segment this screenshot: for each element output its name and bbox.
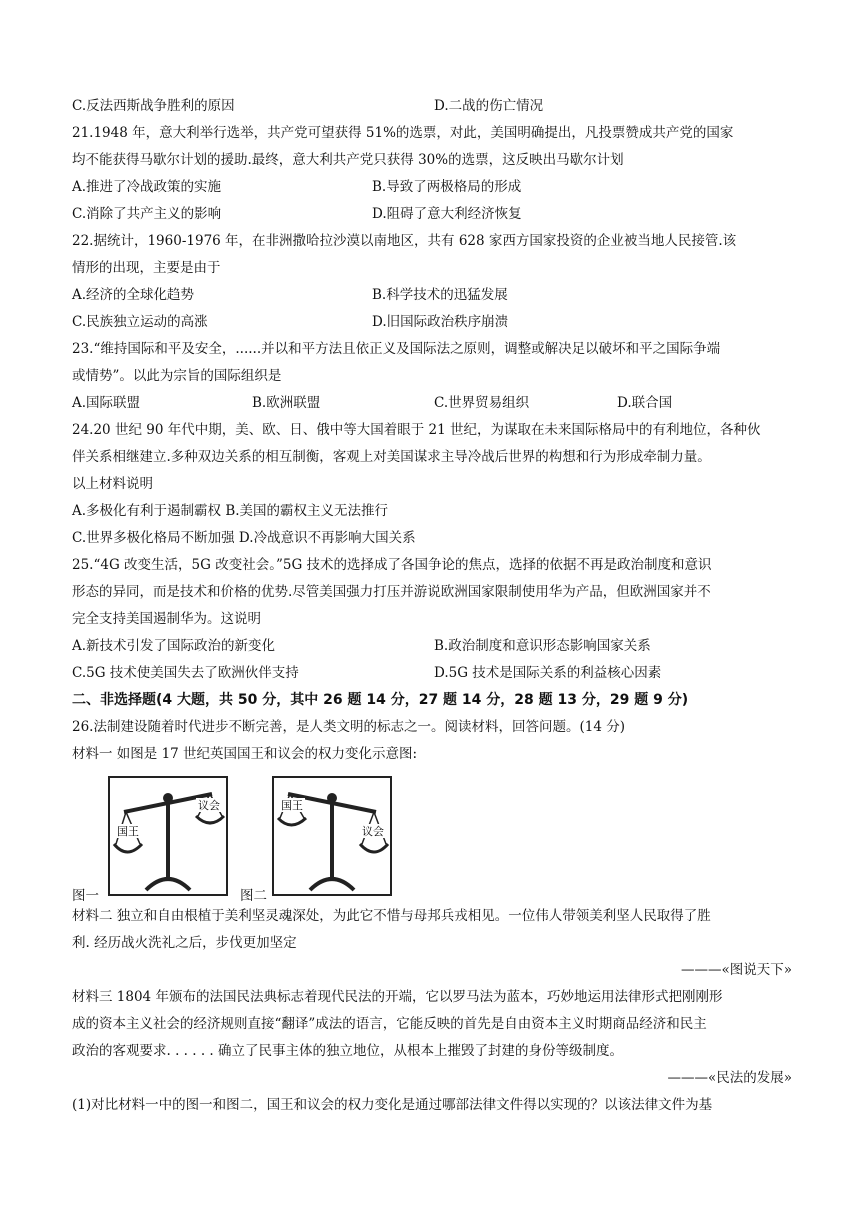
q23-option-d: D.联合国 (617, 395, 673, 411)
balance-scale-tilted-left (110, 778, 226, 894)
balance-figure-two (272, 776, 392, 896)
q23-option-c: C.世界贸易组织 (434, 395, 530, 411)
material-three-source: ———«民法的发展» (667, 1070, 792, 1086)
q24-stem-3: 以上材料说明 (72, 476, 153, 492)
q25-option-d: D.5G 技术是国际关系的利益核心因素 (434, 665, 662, 681)
parliament-label: 议会 (198, 799, 220, 812)
q25-stem-2: 形态的异同，而是技术和价格的优势.尽管美国强力打压并游说欧洲国家限制使用华为产品，但欧洲国家并不 (72, 584, 711, 600)
king-label: 国王 (281, 799, 303, 812)
material-three-3: 政治的客观要求. . . . . . 确立了民事主体的独立地位，从根本上摧毁了封建的身份等级制度。 (72, 1043, 623, 1059)
material-two-source: ———«图说天下» (680, 962, 792, 978)
q23-stem-1: 23.“维持国际和平及安全，......并以和平方法且依正义及国际法之原则，调整或解决足以破坏和平之国际争端 (72, 341, 721, 357)
q24-stem-2: 伴关系相继建立.多种双边关系的相互制衡，客观上对美国谋求主导冷战后世界的构想和行为形成牵制力量。 (72, 449, 711, 465)
q21-option-c: C.消除了共产主义的影响 (72, 206, 222, 222)
q22-stem-1: 22.据统计，1960-1976 年，在非洲撒哈拉沙漠以南地区，共有 628 家西方国家投资的企业被当地人民接管.该 (72, 233, 737, 249)
q24-options-ab: A.多极化有利于遏制霸权 B.美国的霸权主义无法推行 (72, 503, 389, 519)
parliament-label: 议会 (362, 825, 384, 838)
q22-option-b: B.科学技术的迅猛发展 (372, 287, 508, 303)
material-two-2: 利. 经历战火洗礼之后，步伐更加坚定 (72, 935, 297, 951)
q24-stem-1: 24.20 世纪 90 年代中期，美、欧、日、俄中等大国着眼于 21 世纪，为谋取在未来国际格局中的有利地位，各种伙 (72, 422, 761, 438)
q25-option-b: B.政治制度和意识形态影响国家关系 (434, 638, 651, 654)
material-two-1: 材料二 独立和自由根植于美利坚灵魂深处，为此它不惜与母邦兵戎相见。一位伟人带领美利坚人民取得了胜 (72, 908, 711, 924)
q21-stem-2: 均不能获得马歇尔计划的援助.最终，意大利共产党只获得 30%的选票，这反映出马歇尔计划 (72, 152, 624, 168)
q25-stem-1: 25.“4G 改变生活，5G 改变社会。”5G 技术的选择成了各国争论的焦点，选择的依据不再是政治制度和意识 (72, 557, 712, 573)
q21-option-d: D.阻碍了意大利经济恢复 (372, 206, 522, 222)
q25-option-c: C.5G 技术使美国失去了欧洲伙伴支持 (72, 665, 299, 681)
q22-option-d: D.旧国际政治秩序崩溃 (372, 314, 509, 330)
q20-option-c: C.反法西斯战争胜利的原因 (72, 98, 235, 114)
balance-scale-tilted-right (274, 778, 390, 894)
q21-option-b: B.导致了两极格局的形成 (372, 179, 522, 195)
q22-stem-2: 情形的出现，主要是由于 (72, 260, 221, 276)
q23-option-b: B.欧洲联盟 (252, 395, 321, 411)
q25-option-a: A.新技术引发了国际政治的新变化 (72, 638, 276, 654)
balance-figure-one (108, 776, 228, 896)
q21-option-a: A.推进了冷战政策的实施 (72, 179, 222, 195)
material-three-1: 材料三 1804 年颁布的法国民法典标志着现代民法的开端，它以罗马法为蓝本，巧妙地运用法律形式把刚刚形 (72, 989, 723, 1005)
figure-one-label: 图一 (72, 888, 99, 904)
king-label: 国王 (117, 825, 139, 838)
q23-option-a: A.国际联盟 (72, 395, 141, 411)
material-three-2: 成的资本主义社会的经济规则直接“翻译”成法的语言，它能反映的首先是自由资本主义时期商品经济和民主 (72, 1016, 707, 1032)
q26-sub1: (1)对比材料一中的图一和图二，国王和议会的权力变化是通过哪部法律文件得以实现的？以该法律文件为基 (72, 1097, 713, 1113)
q24-options-cd: C.世界多极化格局不断加强 D.冷战意识不再影响大国关系 (72, 530, 416, 546)
q22-option-a: A.经济的全球化趋势 (72, 287, 195, 303)
q23-stem-2: 或情势”。以此为宗旨的国际组织是 (72, 368, 282, 384)
q20-option-d: D.二战的伤亡情况 (434, 98, 544, 114)
q21-stem-1: 21.1948 年，意大利举行选举，共产党可望获得 51%的选票，对此，美国明确提出，凡投票赞成共产党的国家 (72, 125, 734, 141)
figure-two-label: 图二 (240, 888, 267, 904)
q22-option-c: C.民族独立运动的高涨 (72, 314, 208, 330)
section-two-heading: 二、非选择题(4 大题，共 50 分，其中 26 题 14 分，27 题 14 分，28 题 13 分，29 题 9 分) (72, 692, 689, 708)
balance-figures (72, 776, 492, 906)
q25-stem-3: 完全支持美国遏制华为。这说明 (72, 611, 261, 627)
material-one-intro: 材料一 如图是 17 世纪英国国王和议会的权力变化示意图: (72, 746, 418, 762)
q26-stem: 26.法制建设随着时代进步不断完善，是人类文明的标志之一。阅读材料，回答问题。(14 分) (72, 719, 625, 735)
